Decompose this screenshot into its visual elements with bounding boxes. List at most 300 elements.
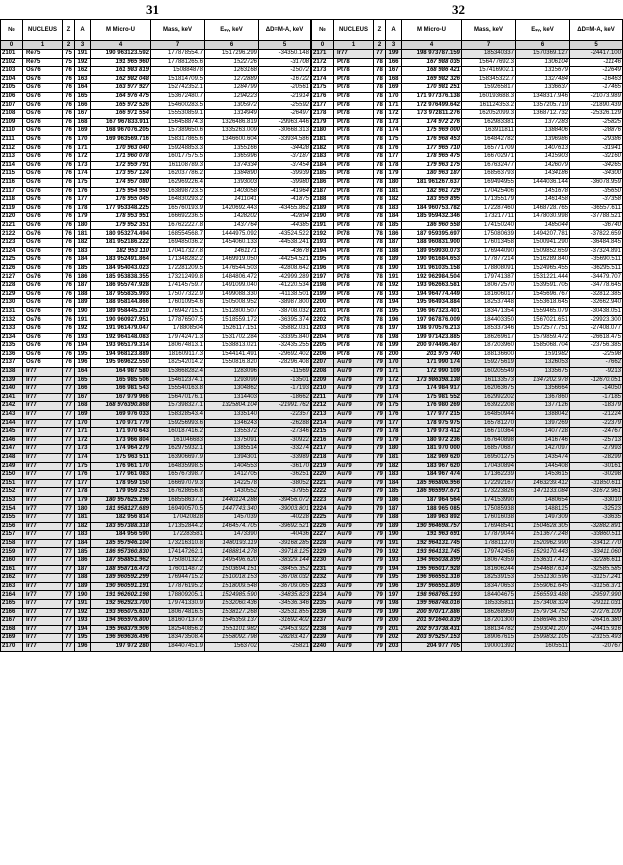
- table-row: [312, 256, 623, 265]
- row-index: 2104: [1, 75, 23, 84]
- row-index: 2136: [1, 350, 23, 359]
- mass-excess-cell: -36484.845: [570, 239, 623, 248]
- header-nucleus: NUCLEUS: [334, 20, 374, 41]
- a-cell: 185: [75, 264, 91, 273]
- row-index: 2123: [1, 239, 23, 248]
- table-row: [312, 170, 623, 179]
- mass-micro-u-cell: 174 984 917: [402, 385, 462, 394]
- esv-kev-cell: 1518559.172: [205, 316, 259, 325]
- row-index: 2163: [1, 582, 23, 591]
- nucleus-cell: Au79: [334, 600, 374, 609]
- row-index: 2139: [1, 376, 23, 385]
- mass-kev-cell: 164830293.2: [151, 196, 205, 205]
- a-cell: 192: [75, 608, 91, 617]
- header-esv-kev: Eₛᵥ, keV: [516, 20, 570, 41]
- mass-micro-u-cell: 188 958716.473: [91, 565, 151, 574]
- table-row: [1, 196, 311, 205]
- table-row: [1, 118, 311, 127]
- mass-excess-cell: -34350.148: [259, 50, 311, 59]
- mass-micro-u-cell: 165 985 506: [91, 376, 151, 385]
- mass-micro-u-cell: 167 988 035: [402, 58, 462, 67]
- a-cell: 194: [386, 299, 402, 308]
- mass-micro-u-cell: 194 968123.889: [91, 350, 151, 359]
- mass-kev-cell: 159248853.3: [151, 144, 205, 153]
- nucleus-cell: Pt78: [334, 239, 374, 248]
- mass-excess-cell: -35690.511: [570, 256, 623, 265]
- mass-excess-cell: -38329.144: [259, 557, 311, 566]
- mass-excess-cell: -27408.077: [570, 325, 623, 334]
- nucleus-cell: Au79: [334, 522, 374, 531]
- z-cell: 78: [374, 101, 386, 110]
- a-cell: 162: [75, 67, 91, 76]
- a-cell: 177: [75, 479, 91, 488]
- esv-kev-cell: 1517296.299: [205, 50, 259, 59]
- a-cell: 168: [386, 75, 402, 84]
- mass-excess-cell: -32531.855: [259, 608, 311, 617]
- z-cell: 77: [63, 548, 75, 557]
- table-row: [312, 453, 623, 462]
- esv-kev-cell: 1393003: [205, 178, 259, 187]
- mass-excess-cell: -28876: [570, 127, 623, 136]
- mass-excess-cell: -33635: [570, 514, 623, 523]
- mass-kev-cell: 185340337: [462, 50, 516, 59]
- mass-kev-cell: 177876507.5: [151, 316, 205, 325]
- table-row: [312, 350, 623, 359]
- esv-kev-cell: 1499088.330: [205, 290, 259, 299]
- esv-kev-cell: 1480654: [516, 496, 570, 505]
- row-index: 2199: [312, 290, 334, 299]
- table-row: [312, 101, 623, 110]
- z-cell: 76: [63, 178, 75, 187]
- table-row: [312, 299, 623, 308]
- row-index: 2233: [312, 582, 334, 591]
- table-row: [1, 144, 311, 153]
- z-cell: 79: [374, 548, 386, 557]
- nucleus-cell: Os76: [23, 110, 63, 119]
- mass-excess-cell: -41138.501: [259, 290, 311, 299]
- mass-kev-cell: 177881265.6: [151, 58, 205, 67]
- mass-micro-u-cell: 171 977376.138: [402, 92, 462, 101]
- z-cell: 78: [374, 187, 386, 196]
- colnum: 4: [402, 41, 462, 50]
- mass-excess-cell: -30438.051: [570, 307, 623, 316]
- z-cell: 78: [374, 247, 386, 256]
- header-mass-excess: ΔD=M-A, keV: [570, 20, 623, 41]
- row-index: 2239: [312, 634, 334, 643]
- a-cell: 178: [386, 428, 402, 437]
- nucleus-cell: Pt78: [334, 84, 374, 93]
- row-index: 2154: [1, 505, 23, 514]
- row-index: 2125: [1, 256, 23, 265]
- row-index: 2221: [312, 479, 334, 488]
- esv-kev-cell: 1422578: [205, 479, 259, 488]
- row-index: 2229: [312, 548, 334, 557]
- a-cell: 189: [75, 582, 91, 591]
- esv-kev-cell: 1444975.092: [205, 230, 259, 239]
- z-cell: 76: [63, 299, 75, 308]
- a-cell: 166: [75, 101, 91, 110]
- table-row: [312, 488, 623, 497]
- mass-kev-cell: 188136600: [462, 350, 516, 359]
- esv-kev-cell: 1538813.021: [205, 342, 259, 351]
- a-cell: 186: [386, 230, 402, 239]
- mass-excess-cell: -26288: [259, 419, 311, 428]
- table-row: [1, 410, 311, 419]
- mass-micro-u-cell: 193 965179.314: [91, 342, 151, 351]
- table-row: [312, 144, 623, 153]
- nucleus-cell: Au79: [334, 428, 374, 437]
- mass-micro-u-cell: 197 972 280: [91, 642, 151, 651]
- esv-kev-cell: 1536317.417: [516, 557, 570, 566]
- mass-micro-u-cell: 199 971423.885: [402, 333, 462, 342]
- a-cell: 192: [75, 58, 91, 67]
- esv-kev-cell: 1357205.719: [516, 101, 570, 110]
- nucleus-cell: Au79: [334, 531, 374, 540]
- mass-kev-cell: 170430894: [462, 462, 516, 471]
- mass-kev-cell: 180672570: [462, 282, 516, 291]
- table-row: [1, 256, 311, 265]
- z-cell: 79: [374, 436, 386, 445]
- mass-kev-cell: 170425406: [462, 187, 516, 196]
- a-cell: 169: [75, 410, 91, 419]
- colnum: 1: [23, 41, 63, 50]
- a-cell: 192: [386, 548, 402, 557]
- z-cell: 79: [374, 600, 386, 609]
- table-row: [1, 127, 311, 136]
- mass-kev-cell: 173212499.8: [151, 273, 205, 282]
- nucleus-cell: Pt78: [334, 221, 374, 230]
- mass-excess-cell: -33274: [259, 445, 311, 454]
- a-cell: 194: [75, 625, 91, 634]
- esv-kev-cell: 1336637: [516, 84, 570, 93]
- mass-micro-u-cell: 189 959930.073: [402, 247, 462, 256]
- table-row: [312, 600, 623, 609]
- z-cell: 77: [63, 531, 75, 540]
- esv-kev-cell: 1356664: [516, 385, 570, 394]
- mass-kev-cell: 155540163.8: [151, 385, 205, 394]
- mass-kev-cell: 162975932.1: [151, 445, 205, 454]
- nucleus-cell: Ir77: [23, 496, 63, 505]
- table-row: [312, 496, 623, 505]
- mass-excess-cell: -44538.241: [259, 239, 311, 248]
- esv-kev-cell: 1463239.412: [516, 479, 570, 488]
- table-row: [312, 479, 623, 488]
- mass-excess-cell: -33412.770: [570, 539, 623, 548]
- mass-micro-u-cell: 196 966551.316: [402, 574, 462, 583]
- a-cell: 173: [386, 385, 402, 394]
- table-row: [312, 531, 623, 540]
- mass-excess-cell: -29386: [570, 135, 623, 144]
- mass-excess-cell: -32435.255: [259, 342, 311, 351]
- mass-kev-cell: 176011487.2: [151, 565, 205, 574]
- mass-kev-cell: 189067615: [462, 634, 516, 643]
- mass-micro-u-cell: 201 971640.839: [402, 617, 462, 626]
- colnum: 5: [259, 41, 311, 50]
- esv-kev-cell: 1294223: [205, 92, 259, 101]
- mass-kev-cell: 179742456: [462, 548, 516, 557]
- z-cell: 77: [63, 642, 75, 651]
- mass-micro-u-cell: 185 959432.346: [402, 213, 462, 222]
- table-row: [312, 110, 623, 119]
- mass-excess-cell: -31672.961: [570, 488, 623, 497]
- row-index: 2152: [1, 488, 23, 497]
- esv-kev-cell: 1532060.436: [205, 600, 259, 609]
- mass-excess-cell: -39980: [259, 178, 311, 187]
- row-index: 2198: [312, 282, 334, 291]
- nucleus-cell: Au79: [334, 557, 374, 566]
- mass-kev-cell: 176948541: [462, 522, 516, 531]
- header-mass-micro-u: M Micro-U: [402, 20, 462, 41]
- z-cell: 76: [63, 239, 75, 248]
- table-row: [312, 574, 623, 583]
- row-index: 2108: [1, 110, 23, 119]
- mass-kev-cell: 177877214: [462, 256, 516, 265]
- mass-kev-cell: 180674813.1: [151, 342, 205, 351]
- mass-kev-cell: 150884878: [151, 67, 205, 76]
- table-body-right: [312, 50, 623, 652]
- table-row: [312, 393, 623, 402]
- mass-excess-cell: -34536.346: [259, 600, 311, 609]
- mass-kev-cell: 173217711: [462, 213, 516, 222]
- esv-kev-cell: 1326053: [516, 359, 570, 368]
- mass-excess-cell: -35650: [570, 187, 623, 196]
- mass-excess-cell: -21224: [570, 410, 623, 419]
- z-cell: 79: [374, 479, 386, 488]
- mass-micro-u-cell: 202 973738.431: [402, 625, 462, 634]
- table-row: [1, 548, 311, 557]
- row-index: 2188: [312, 196, 334, 205]
- row-index: 2192: [312, 230, 334, 239]
- nucleus-cell: Os76: [23, 118, 63, 127]
- z-cell: 79: [374, 428, 386, 437]
- esv-kev-cell: 1516289.840: [516, 256, 570, 265]
- nucleus-cell: Os76: [23, 264, 63, 273]
- table-row: [312, 642, 623, 651]
- esv-kev-cell: 1544687.614: [516, 565, 570, 574]
- row-index: 2146: [1, 436, 23, 445]
- mass-micro-u-cell: 183 959 895: [402, 196, 462, 205]
- z-cell: 76: [63, 273, 75, 282]
- colnum: 1: [334, 41, 374, 50]
- nucleus-cell: Os76: [23, 170, 63, 179]
- table-row: [312, 213, 623, 222]
- esv-kev-cell: 1522726: [205, 58, 259, 67]
- row-index: 2116: [1, 178, 23, 187]
- mass-excess-cell: -9213: [570, 367, 623, 376]
- row-index: 2177: [312, 101, 334, 110]
- esv-kev-cell: 1347202.978: [516, 376, 570, 385]
- mass-kev-cell: 175080639: [462, 230, 516, 239]
- row-index: 2132: [1, 316, 23, 325]
- table-row: [312, 282, 623, 291]
- esv-kev-cell: 1494207.781: [516, 230, 570, 239]
- nucleus-cell: Ir77: [23, 462, 63, 471]
- row-index: 2196: [312, 264, 334, 273]
- table-row: [1, 591, 311, 600]
- esv-kev-cell: 1464574.705: [205, 522, 259, 531]
- mass-micro-u-cell: 190 961684.653: [402, 256, 462, 265]
- z-cell: 77: [63, 505, 75, 514]
- mass-micro-u-cell: 180 953274.494: [91, 230, 151, 239]
- z-cell: 76: [63, 75, 75, 84]
- z-cell: 77: [63, 393, 75, 402]
- a-cell: 185: [386, 488, 402, 497]
- a-cell: 181: [75, 230, 91, 239]
- row-index: 2135: [1, 342, 23, 351]
- esv-kev-cell: 1407613: [516, 144, 570, 153]
- z-cell: 79: [374, 462, 386, 471]
- z-cell: 79: [374, 471, 386, 480]
- nucleus-cell: Pt78: [334, 92, 374, 101]
- row-index: 2133: [1, 325, 23, 334]
- mass-micro-u-cell: 175 963 511: [91, 453, 151, 462]
- a-cell: 196: [386, 316, 402, 325]
- nucleus-cell: Os76: [23, 187, 63, 196]
- z-cell: 79: [374, 531, 386, 540]
- table-row: [312, 118, 623, 127]
- a-cell: 179: [386, 170, 402, 179]
- z-cell: 78: [374, 350, 386, 359]
- row-index: 2142: [1, 402, 23, 411]
- a-cell: 179: [75, 496, 91, 505]
- nucleus-cell: Os76: [23, 204, 63, 213]
- mass-excess-cell: -42808.642: [259, 264, 311, 273]
- z-cell: 76: [63, 247, 75, 256]
- esv-kev-cell: 1579734.752: [516, 608, 570, 617]
- nucleus-cell: Os76: [23, 144, 63, 153]
- mass-kev-cell: 187201300: [462, 617, 516, 626]
- row-index: 2214: [312, 419, 334, 428]
- mass-excess-cell: -33411.060: [570, 548, 623, 557]
- row-index: 2212: [312, 402, 334, 411]
- esv-kev-cell: 1491099.040: [205, 282, 259, 291]
- mass-kev-cell: 159265817: [462, 84, 516, 93]
- nucleus-cell: Os76: [23, 84, 63, 93]
- mass-micro-u-cell: 198 968765.193: [402, 591, 462, 600]
- z-cell: 78: [374, 161, 386, 170]
- row-index: 2155: [1, 514, 23, 523]
- mass-excess-cell: -22598: [570, 350, 623, 359]
- esv-kev-cell: 1434186: [516, 170, 570, 179]
- esv-kev-cell: 1563702: [205, 642, 259, 651]
- row-index: 2175: [312, 84, 334, 93]
- mass-micro-u-cell: 170 981 251: [402, 84, 462, 93]
- z-cell: 78: [374, 273, 386, 282]
- table-row: [1, 642, 311, 651]
- nucleus-cell: Pt78: [334, 153, 374, 162]
- z-cell: 76: [63, 359, 75, 368]
- a-cell: 166: [75, 385, 91, 394]
- a-cell: 193: [75, 333, 91, 342]
- z-cell: 76: [63, 282, 75, 291]
- mass-kev-cell: 155530859.1: [151, 110, 205, 119]
- table-row: [312, 514, 623, 523]
- nucleus-cell: Au79: [334, 453, 374, 462]
- mass-excess-cell: -27276.109: [570, 608, 623, 617]
- row-index: 2226: [312, 522, 334, 531]
- a-cell: 170: [75, 135, 91, 144]
- z-cell: 78: [374, 144, 386, 153]
- z-cell: 77: [63, 634, 75, 643]
- nucleus-cell: Au79: [334, 617, 374, 626]
- nucleus-cell: Ir77: [23, 591, 63, 600]
- a-cell: 179: [386, 436, 402, 445]
- mass-excess-cell: -32523: [570, 505, 623, 514]
- mass-micro-u-cell: 173 957 124: [91, 170, 151, 179]
- mass-kev-cell: 172283581: [151, 531, 205, 540]
- z-cell: 77: [63, 488, 75, 497]
- esv-kev-cell: 1335675: [516, 367, 570, 376]
- mass-excess-cell: -28299: [570, 453, 623, 462]
- row-index: 2144: [1, 419, 23, 428]
- colnum: 7: [462, 41, 516, 50]
- esv-kev-cell: 1545359.137: [205, 617, 259, 626]
- z-cell: 76: [63, 204, 75, 213]
- esv-kev-cell: 1457039: [205, 514, 259, 523]
- nucleus-cell: Pt78: [334, 350, 374, 359]
- esv-kev-cell: 1388406: [516, 127, 570, 136]
- row-index: 2208: [312, 367, 334, 376]
- esv-kev-cell: 1430552: [205, 488, 259, 497]
- table-row: [1, 393, 311, 402]
- colnum: 0: [1, 41, 23, 50]
- mass-excess-cell: -18379: [570, 402, 623, 411]
- table-row: [312, 591, 623, 600]
- nucleus-cell: Re75: [23, 58, 63, 67]
- a-cell: 191: [386, 273, 402, 282]
- mass-micro-u-cell: 191 962602.198: [91, 591, 151, 600]
- row-index: 2200: [312, 299, 334, 308]
- row-index: 2134: [1, 333, 23, 342]
- table-row: [312, 316, 623, 325]
- esv-kev-cell: 1485044: [516, 221, 570, 230]
- a-cell: 170: [386, 92, 402, 101]
- z-cell: 79: [374, 574, 386, 583]
- mass-kev-cell: 184407451.9: [151, 642, 205, 651]
- row-index: 2213: [312, 410, 334, 419]
- table-row: [312, 50, 623, 59]
- table-row: [312, 333, 623, 342]
- a-cell: 195: [386, 574, 402, 583]
- header-a: A: [386, 20, 402, 41]
- table-row: [312, 290, 623, 299]
- esv-kev-cell: 1550816.820: [205, 359, 259, 368]
- nucleus-cell: Os76: [23, 299, 63, 308]
- mass-kev-cell: 170420828: [151, 514, 205, 523]
- mass-micro-u-cell: 196 967323.401: [402, 307, 462, 316]
- mass-kev-cell: 184403350: [462, 316, 516, 325]
- mass-micro-u-cell: 176 968 453: [402, 135, 462, 144]
- row-index: 2103: [1, 67, 23, 76]
- a-cell: 169: [386, 84, 402, 93]
- a-cell: 187: [75, 282, 91, 291]
- z-cell: 78: [374, 92, 386, 101]
- a-cell: 184: [75, 539, 91, 548]
- mass-kev-cell: 152742352.1: [151, 84, 205, 93]
- z-cell: 75: [63, 58, 75, 67]
- row-index: 2186: [312, 178, 334, 187]
- row-index: 2143: [1, 410, 23, 419]
- nucleus-cell: Os76: [23, 273, 63, 282]
- a-cell: 181: [386, 187, 402, 196]
- esv-kev-cell: 1416746: [516, 436, 570, 445]
- esv-kev-cell: 1512800.507: [205, 307, 259, 316]
- z-cell: 77: [63, 479, 75, 488]
- esv-kev-cell: 1374334: [205, 161, 259, 170]
- esv-kev-cell: 1524985.590: [205, 591, 259, 600]
- mass-excess-cell: -33860.511: [570, 531, 623, 540]
- mass-kev-cell: 168558637.1: [151, 496, 205, 505]
